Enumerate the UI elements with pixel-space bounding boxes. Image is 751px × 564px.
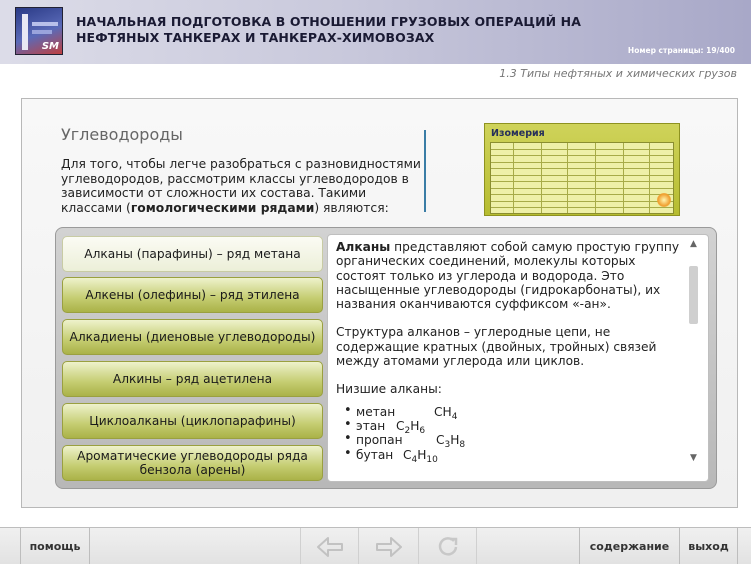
list-item: • этан $C_2H_6$	[336, 419, 686, 433]
tab-arenes[interactable]: Ароматические углеводороды ряда бензола (арены)	[62, 445, 323, 481]
intro-before: Для того, чтобы легче разобраться с разновидностями углеводородов, рассмотрим классы углеводородов в зависимости от сложности их состава. Такими классами (	[61, 157, 421, 215]
tab-alkadienes[interactable]: Алкадиены (диеновые углеводороды)	[62, 319, 323, 355]
header-bar	[0, 0, 751, 64]
arrow-left-icon	[314, 535, 346, 559]
reload-icon	[435, 534, 461, 560]
intro-bold: гомологическими рядами	[130, 200, 315, 215]
alkanes-list	[336, 405, 686, 463]
logo-text: SM	[41, 41, 59, 52]
tab-content-text	[336, 240, 686, 465]
ism-logo	[15, 7, 63, 55]
zoom-icon	[657, 193, 671, 207]
tab-alkenes[interactable]: Алкены (олефины) – ряд этилена	[62, 277, 323, 313]
tab-content-box[interactable]	[327, 234, 709, 482]
alkanes-term: Алканы	[336, 240, 391, 254]
back-button[interactable]	[300, 528, 358, 564]
divider	[424, 130, 426, 212]
bottom-toolbar	[0, 527, 751, 564]
tab-cycloalkanes[interactable]: Циклоалканы (циклопарафины)	[62, 403, 323, 439]
intro-after: ) являются:	[314, 200, 389, 215]
exit-button[interactable]: выход	[680, 528, 738, 564]
tab-alkanes[interactable]: Алканы (парафины) – ряд метана	[62, 236, 323, 272]
content-scrollbar[interactable]	[686, 238, 701, 476]
scroll-thumb[interactable]	[689, 266, 698, 324]
thumbnail-title: Изомерия	[491, 128, 545, 139]
help-button[interactable]: помощь	[20, 528, 90, 564]
page-title: Углеводороды	[61, 125, 183, 144]
list-item: • метан $CH_4$	[336, 405, 686, 419]
list-item: • пропан $C_3H_8$	[336, 433, 686, 447]
tab-alkynes[interactable]: Алкины – ряд ацетилена	[62, 361, 323, 397]
toolbar-spacer	[476, 528, 580, 564]
intro-text	[61, 157, 421, 215]
reload-button[interactable]	[418, 528, 476, 564]
page-number: Номер страницы: 19/400	[627, 46, 735, 55]
list-item: • бутан $C_4H_{10}$	[336, 448, 686, 462]
isomer-thumbnail[interactable]	[484, 123, 680, 216]
contents-button[interactable]: содержание	[580, 528, 680, 564]
forward-button[interactable]	[358, 528, 418, 564]
section-subtitle: 1.3 Типы нефтяных и химических грузов	[499, 67, 737, 80]
alkanes-definition: представляют собой самую простую группу органических соединений, молекулы которых состоят только из углерода и водорода. Это насыщенные углеводороды (гидрокарбонаты), их названия оканчиваются суффиксом «-ан».	[336, 240, 680, 312]
thumbnail-table	[490, 142, 674, 214]
arrow-right-icon	[373, 535, 405, 559]
course-title: НАЧАЛЬНАЯ ПОДГОТОВКА В ОТНОШЕНИИ ГРУЗОВЫХ ОПЕРАЦИЙ НА НЕФТЯНЫХ ТАНКЕРАХ И ТАНКЕРАХ-ХИМОВОЗАХ	[76, 14, 582, 45]
scroll-up-icon[interactable]: ▲	[690, 239, 697, 249]
alkanes-structure: Структура алканов – углеродные цепи, не содержащие кратных (двойных, тройных) связей между атомами углерода или циклов.	[336, 325, 657, 369]
scroll-down-icon[interactable]: ▼	[690, 453, 697, 463]
lower-alkanes-heading: Низшие алканы:	[336, 382, 442, 397]
